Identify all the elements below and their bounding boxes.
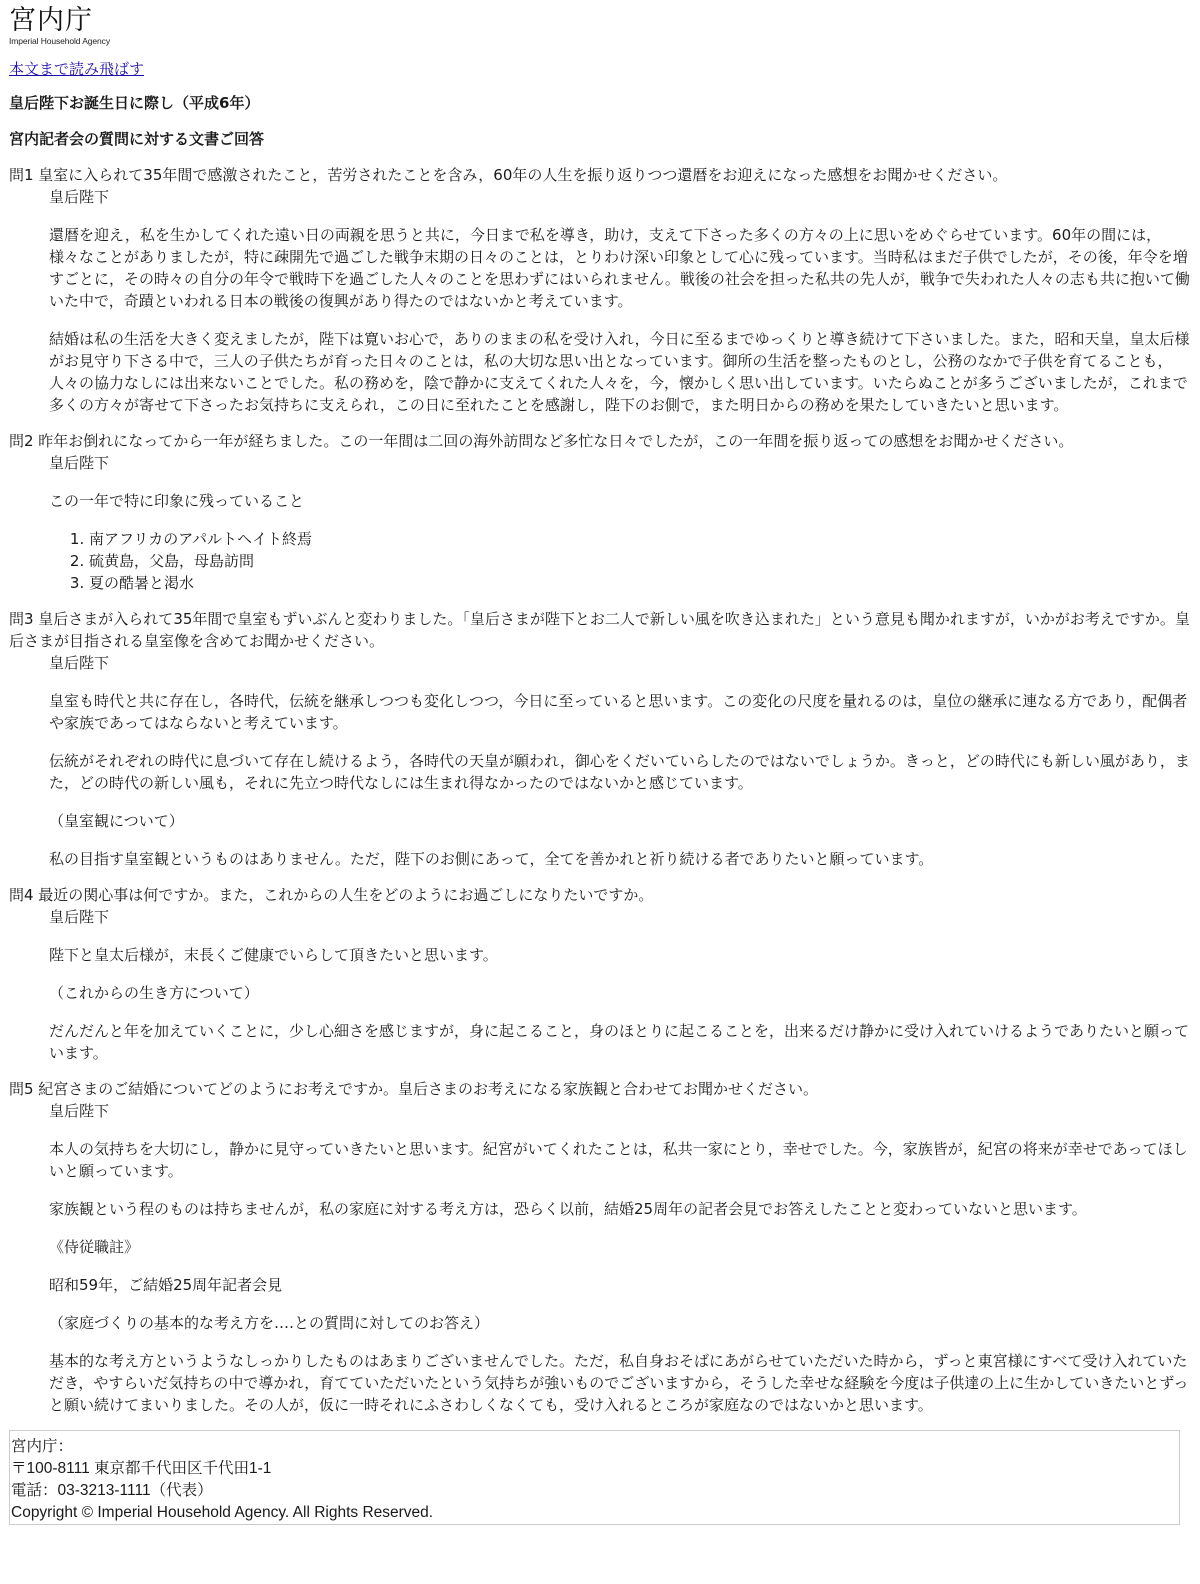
qa-block [9, 164, 1191, 416]
qa-block [9, 884, 1191, 1064]
answer-body [49, 652, 1191, 870]
page-subtitle: 宮内記者会の質問に対する文書ご回答 [9, 130, 265, 148]
answer-paragraph: 私の目指す皇室観というものはありません。ただ，陛下のお側にあって，全てを善かれと祈り続ける者でありたいと願っています。 [49, 850, 934, 868]
question-text: 問2 昨年お倒れになってから一年が経ちました。この一年間は二回の海外訪問など多忙な日々でしたが，この一年間を振り返っての感想をお聞かせください。 [9, 432, 1074, 450]
answer-paragraph: （皇室観について） [49, 812, 184, 830]
logo-kanji: 宮内庁 [9, 5, 93, 36]
answer-paragraph: 《侍従職註》 [49, 1238, 140, 1256]
answer-speaker: 皇后陛下 [49, 908, 110, 926]
answer-paragraph: 陛下と皇太后様が，末長くご健康でいらして頂きたいと思います。 [49, 946, 498, 964]
answer-paragraph: 皇室も時代と共に存在し，各時代，伝統を継承しつつも変化しつつ，今日に至っていると思います。この変化の尺度を量れるのは，皇位の継承に連なる方であり，配偶者や家族であってはならないと考えています。 [49, 692, 1188, 732]
footer-phone: 電話：03-3213-1111（代表） [11, 1482, 213, 1499]
answer-speaker: 皇后陛下 [49, 1102, 110, 1120]
answer-list-item: 1. 南アフリカのアパルトヘイト終焉 [89, 528, 1191, 550]
answer-speaker: 皇后陛下 [49, 654, 110, 672]
answer-body [49, 906, 1191, 1064]
answer-paragraph: 伝統がそれぞれの時代に息づいて存在し続けるよう，各時代の天皇が願われ，御心をくだいていらしたのではないでしょうか。きっと，どの時代にも新しい風があり，また，どの時代の新しい風も，それに先立つ時代なしには生まれ得なかったのではないかと感じています。 [49, 752, 1190, 792]
answer-paragraph: （家庭づくりの基本的な考え方を‥‥との質問に対してのお答え） [49, 1314, 490, 1332]
answer-paragraph: この一年で特に印象に残っていること [49, 492, 305, 510]
skip-to-content-link[interactable]: 本文まで読み飛ばす [9, 60, 145, 78]
answer-paragraph: 昭和59年，ご結婚25周年記者会見 [49, 1276, 283, 1294]
question-text: 問5 紀宮さまのご結婚についてどのようにお考えですか。皇后さまのお考えになる家族観と合わせてお聞かせください。 [9, 1080, 819, 1098]
answer-list [49, 528, 1191, 594]
answer-speaker: 皇后陛下 [49, 454, 110, 472]
answer-list-item: 2. 硫黄島，父島，母島訪問 [89, 550, 1191, 572]
question-text: 問1 皇室に入られて35年間で感激されたこと，苦労されたことを含み，60年の人生を振り返りつつ還暦をお迎えになった感想をお聞かせください。 [9, 166, 1008, 184]
answer-list-item: 3. 夏の酷暑と渇水 [89, 572, 1191, 594]
footer [9, 1430, 1180, 1525]
footer-org: 宮内庁： [11, 1438, 74, 1455]
question-text: 問3 皇后さまが入られて35年間で皇室もずいぶんと変わりました。「皇后さまが陛下とお二人で新しい風を吹き込まれた」という意見も聞かれますが，いかがお考えですか。皇后さまが目指される皇室像を含めてお聞かせください。 [9, 610, 1190, 650]
answer-paragraph: だんだんと年を加えていくことに，少し心細さを感じますが，身に起こること，身のほとりに起こることを，出来るだけ静かに受け入れていけるようでありたいと願っています。 [49, 1022, 1190, 1062]
answer-paragraph: 還暦を迎え，私を生かしてくれた遠い日の両親を思うと共に，今日まで私を導き，助け，支えて下さった多くの方々の上に思いをめぐらせています。60年の間には，様々なことがありましたが，特に疎開先で過ごした戦争末期の日々のことは，とりわけ深い印象として心に残っています。当時私はまだ子供でしたが，その後，年令を増すごとに，その時々の自分の年令で戦時下を過ごした人々のことを思わずにはいられません。戦後の社会を担った私共の先人が，戦争で失われた人々の志も共に抱いて働いた中で，奇蹟といわれる日本の戦後の復興があり得たのではないかと考えています。 [49, 226, 1190, 310]
main-content [9, 164, 1191, 1416]
logo-english: Imperial Household Agency [9, 36, 110, 46]
answer-body [49, 452, 1191, 594]
answer-paragraph: （これからの生き方について） [49, 984, 259, 1002]
qa-block [9, 1078, 1191, 1416]
answer-paragraph: 基本的な考え方というようなしっかりしたものはあまりございませんでした。ただ，私自身おそばにあがらせていただいた時から，ずっと東宮様にすべて受け入れていただき，やすらいだ気持ちの中で導かれ，育てていただいたという気持ちが強いものでございますから，そうした幸せな経験を今度は子供達の上に生かしていきたいとずっと願い続けてまいりました。その人が，仮に一時それにふさわしくなくても，受け入れるところが家庭なのではないかと思います。 [49, 1352, 1189, 1414]
answer-body [49, 1100, 1191, 1416]
agency-logo[interactable] [9, 6, 1191, 50]
footer-copyright: Copyright © Imperial Household Agency. All Rights Reserved. [11, 1504, 434, 1521]
question-text: 問4 最近の関心事は何ですか。また，これからの人生をどのようにお過ごしになりたいですか。 [9, 886, 654, 904]
answer-paragraph: 本人の気持ちを大切にし，静かに見守っていきたいと思います。紀宮がいてくれたことは，私共一家にとり，幸せでした。今，家族皆が，紀宮の将来が幸せであってほしいと願っています。 [49, 1140, 1188, 1180]
qa-block [9, 608, 1191, 870]
page-title: 皇后陛下お誕生日に際し（平成6年） [9, 94, 260, 112]
footer-address: 〒100-8111 東京都千代田区千代田1-1 [11, 1460, 272, 1477]
answer-body [49, 186, 1191, 416]
qa-block [9, 430, 1191, 594]
answer-paragraph: 結婚は私の生活を大きく変えましたが，陛下は寛いお心で，ありのままの私を受け入れ，今日に至るまでゆっくりと導き続けて下さいました。また，昭和天皇，皇太后様がお見守り下さる中で，三人の子供たちが育った日々のことは，私の大切な思い出となっています。御所の生活を整ったものとし，公務のなかで子供を育てることも，人々の協力なしには出来ないことでした。私の務めを，陰で静かに支えてくれた人々を，今，懐かしく思い出しています。いたらぬことが多うございましたが，これまで多くの方々が寄せて下さったお気持ちに支えられ，この日に至れたことを感謝し，陛下のお側で，また明日からの務めを果たしていきたいと思います。 [49, 330, 1190, 414]
answer-speaker: 皇后陛下 [49, 188, 110, 206]
answer-paragraph: 家族観という程のものは持ちませんが，私の家庭に対する考え方は，恐らく以前，結婚25周年の記者会見でお答えしたことと変わっていないと思います。 [49, 1200, 1087, 1218]
